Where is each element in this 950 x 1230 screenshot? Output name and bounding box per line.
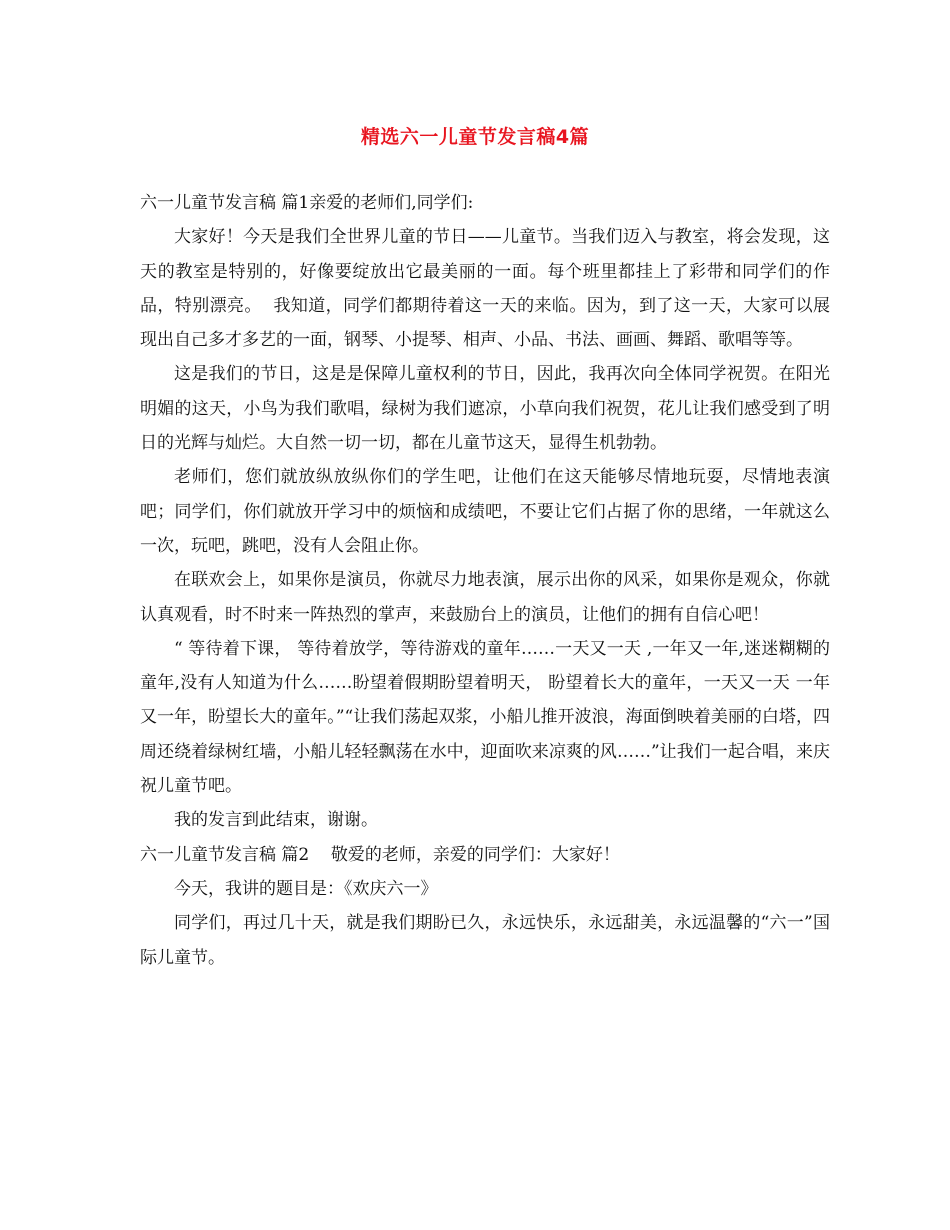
paragraph: 今天，我讲的题目是：《欢庆六一》 (174, 878, 438, 899)
paragraph: 六一儿童节发言稿 篇2 敬爱的老师，亲爱的同学们：大家好！ (140, 844, 620, 865)
paragraph: 在联欢会上，如果你是演员，你就尽力地表演，展示出你的风采，如果你是观众，你就认真观看，时不时来一阵热烈的掌声，来鼓励台上的演员，让他们的拥有自信心吧！ (140, 570, 830, 625)
paragraph: 这是我们的节日，这是是保障儿童权利的节日，因此，我再次向全体同学祝贺。在阳光明媚的这天，小鸟为我们歌唱，绿树为我们遮凉，小草向我们祝贺，花儿让我们感受到了明日的光辉与灿烂。大自然一切一切，都在儿童节这天，显得生机勃勃。 (140, 364, 830, 454)
paragraph: 我的发言到此结束，谢谢。 (174, 810, 378, 831)
paragraph: 老师们，您们就放纵放纵你们的学生吧，让他们在这天能够尽情地玩耍，尽情地表演吧；同学们，你们就放开学习中的烦恼和成绩吧，不要让它们占据了你的思绪，一年就这么一次，玩吧，跳吧，没有人会阻止你。 (140, 467, 830, 556)
paragraph: 大家好！今天是我们全世界儿童的节日——儿童节。当我们迈入与教室，将会发现，这天的教室是特别的，好像要绽放出它最美丽的一面。每个班里都挂上了彩带和同学们的作品，特别漂亮。 我知道，同学们都期待着这一天的来临。因为，到了这一天，大家可以展现出自己多才多艺的一面，钢琴、小提琴、相声、小品、书法、画画、舞蹈、歌唱等等。 (140, 227, 830, 351)
paragraph: 六一儿童节发言稿 篇1亲爱的老师们,同学们: (140, 193, 474, 213)
paragraph: “ 等待着下课， 等待着放学，等待游戏的童年……一天又一天 ,一年又一年,迷迷糊糊的童年,没有人知道为什么……盼望着假期盼望着明天， 盼望着长大的童年，一天又一天 一年又一年，盼望长大的童年。”“让我们荡起双浆，小船儿推开波浪，海面倒映着美丽的白塔，四周还绕着绿树红墙，小船儿轻轻飘荡在水中，迎面吹来凉爽的风……”让我们一起合唱，来庆祝儿童节吧。 (140, 638, 830, 797)
document-body (140, 186, 830, 975)
document-title: 精选六一儿童节发言稿4篇 (360, 126, 590, 148)
paragraph: 同学们，再过几十天，就是我们期盼已久，永远快乐，永远甜美，永远温馨的“六一”国际儿童节。 (140, 913, 830, 968)
